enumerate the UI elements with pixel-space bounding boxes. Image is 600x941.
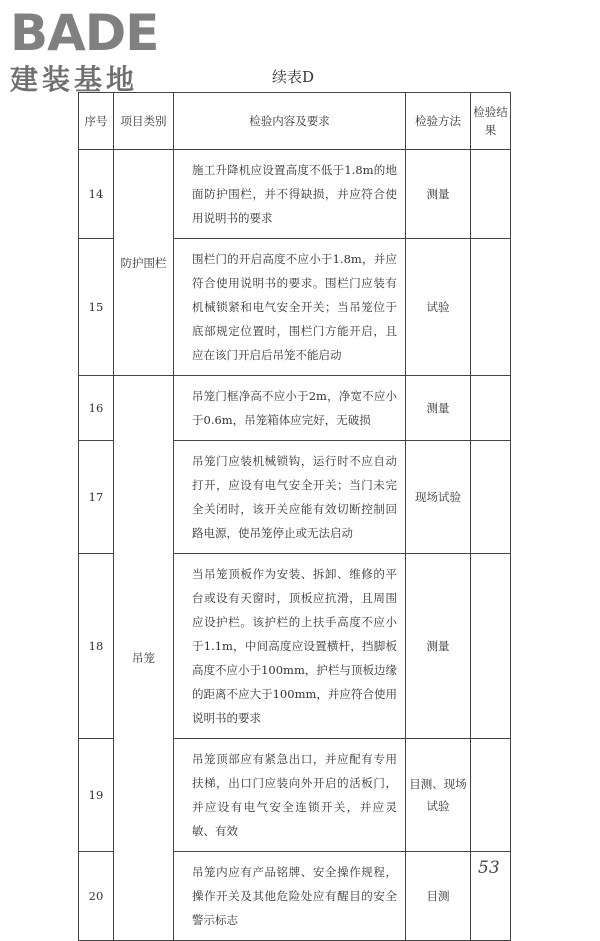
row-result — [471, 150, 511, 239]
row-result — [471, 554, 511, 739]
row-number: 14 — [79, 150, 114, 239]
row-result — [471, 739, 511, 852]
row-method: 测量 — [406, 376, 471, 441]
logo-chinese-text: 建装基地 — [10, 63, 139, 96]
row-number: 17 — [79, 441, 114, 554]
row-content: 当吊笼顶板作为安装、拆卸、维修的平台或设有天窗时，顶板应抗滑，且周围应设护栏。该护栏的上扶手高度不应小于1.1m，中间高度应设置横杆，挡脚板高度不应小于100mm，护栏与顶板边缘的距离不应大于100mm，并应符合使用说明书的要求 — [174, 554, 406, 739]
row-method: 测量 — [406, 150, 471, 239]
header-content: 检验内容及要求 — [174, 93, 406, 150]
header-method: 检验方法 — [406, 93, 471, 150]
row-content: 吊笼门应装机械锁钩，运行时不应自动打开，应设有电气安全开关；当门未完全关闭时，该开关应能有效切断控制回路电源，使吊笼停止或无法启动 — [174, 441, 406, 554]
header-result: 检验结果 — [471, 93, 511, 150]
row-method: 测量 — [406, 554, 471, 739]
table-title: 续表D — [272, 68, 315, 86]
row-method: 试验 — [406, 239, 471, 376]
category-cage: 吊笼 — [114, 376, 174, 941]
row-method: 现场试验 — [406, 441, 471, 554]
page-number: 53 — [478, 858, 500, 878]
bade-logo — [10, 4, 180, 100]
row-number: 20 — [79, 852, 114, 941]
row-result — [471, 441, 511, 554]
row-result — [471, 376, 511, 441]
row-number: 18 — [79, 554, 114, 739]
row-number: 19 — [79, 739, 114, 852]
logo-latin-text: BADE — [10, 4, 159, 62]
row-result — [471, 239, 511, 376]
row-content: 围栏门的开启高度不应小于1.8m，并应符合使用说明书的要求。围栏门应装有机械锁紧和电气安全开关；当吊笼位于底部规定位置时，围栏门方能开启，且应在该门开启后吊笼不能启动 — [174, 239, 406, 376]
row-content: 吊笼门框净高不应小于2m，净宽不应小于0.6m，吊笼箱体应完好，无破损 — [174, 376, 406, 441]
table-header-row — [79, 93, 511, 150]
row-number: 16 — [79, 376, 114, 441]
row-method: 目测 — [406, 852, 471, 941]
row-method: 目测、现场试验 — [406, 739, 471, 852]
row-content: 吊笼内应有产品铭牌、安全操作规程，操作开关及其他危险处应有醒目的安全警示标志 — [174, 852, 406, 941]
row-content: 施工升降机应设置高度不低于1.8m的地面防护围栏，并不得缺损，并应符合使用说明书的要求 — [174, 150, 406, 239]
header-category: 项目类别 — [114, 93, 174, 150]
table-row — [79, 150, 511, 239]
row-content: 吊笼顶部应有紧急出口，并应配有专用扶梯，出口门应装向外开启的活板门，并应设有电气安全连锁开关，并应灵敏、有效 — [174, 739, 406, 852]
header-no: 序号 — [79, 93, 114, 150]
row-number: 15 — [79, 239, 114, 376]
table-row — [79, 376, 511, 441]
inspection-table — [78, 92, 511, 941]
category-fence: 防护围栏 — [114, 150, 174, 376]
